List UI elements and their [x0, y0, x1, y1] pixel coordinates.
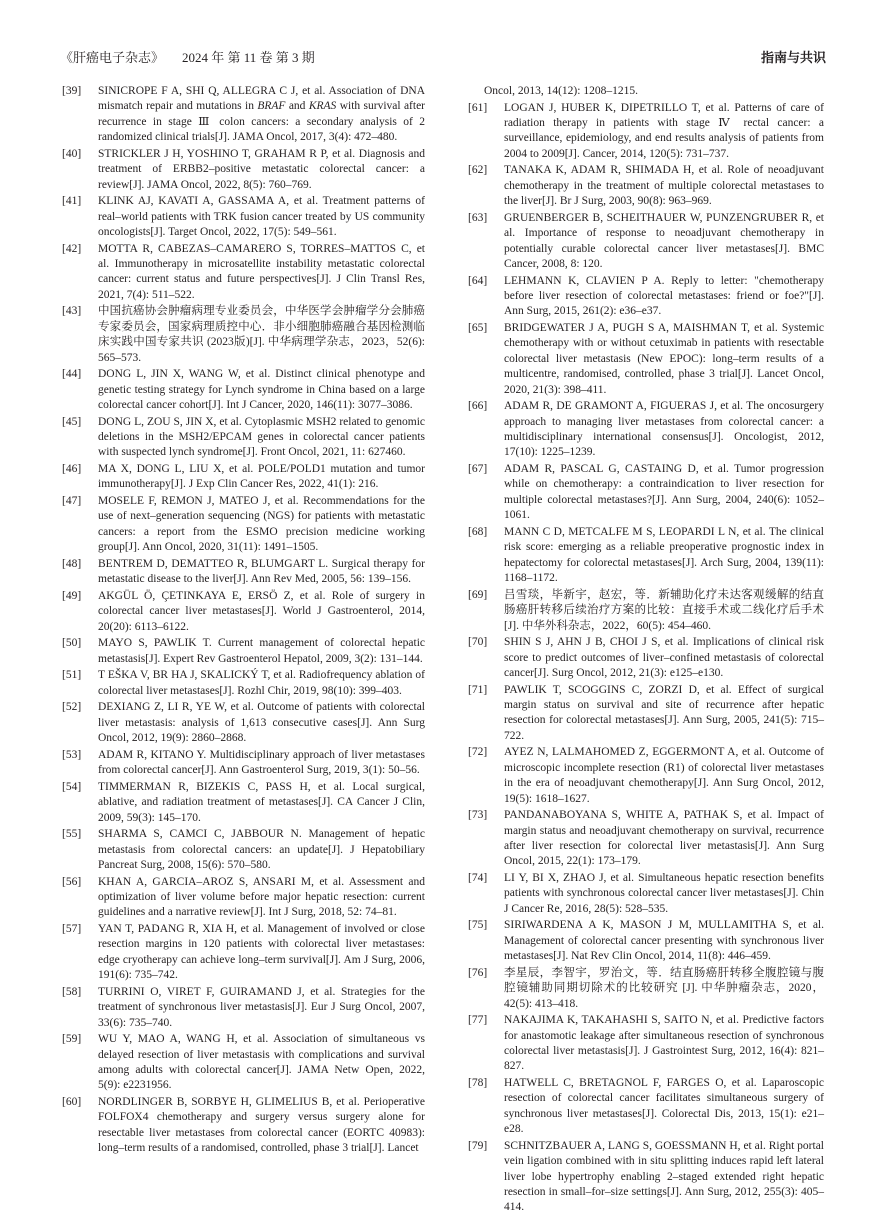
reference-text: PANDANABOYANA S, WHITE A, PATHAK S, et al. Impact of margin status and neoadjuvant chemotherapy on survival, recurrence after liver resection for colorectal liver metastasis[J]. Ann Surg Oncol, 2015, 22(1): 173–179.	[504, 809, 824, 868]
reference-number: [61]	[468, 101, 488, 114]
reference-item	[62, 304, 425, 366]
reference-text: STRICKLER J H, YOSHINO T, GRAHAM R P, et al. Diagnosis and treatment of ERBB2–positive metastatic colorectal cancer: a review[J]. JAMA Oncol, 2022, 8(5): 760–769.	[98, 147, 425, 191]
journal-name: 《肝癌电子杂志》	[60, 50, 165, 65]
reference-number: [64]	[468, 274, 488, 287]
reference-number: [75]	[468, 919, 488, 932]
reference-item	[468, 966, 824, 1012]
reference-number: [43]	[62, 305, 82, 318]
reference-text: KLINK AJ, KAVATI A, GASSAMA A, et al. Treatment patterns of real–world patients with TRK fusion cancer treated by US community oncologists[J]. Target Oncol, 2022, 17(5): 549–561.	[98, 195, 425, 239]
reference-item	[468, 211, 824, 273]
reference-column-left	[62, 84, 425, 1158]
reference-number: [46]	[62, 463, 82, 476]
reference-number: [76]	[468, 966, 488, 979]
gene-name: BRAF	[257, 100, 286, 113]
section-label: 指南与共识	[760, 50, 826, 65]
reference-text: NAKAJIMA K, TAKAHASHI S, SAITO N, et al. Predictive factors for anastomotic leakage after simultaneous resection of synchronous colorectal liver metastasis[J]. J Gastrointest Surg, 2012, 16(4): 821–827.	[504, 1014, 824, 1073]
reference-number: [50]	[62, 637, 82, 650]
reference-number: [56]	[62, 875, 82, 888]
reference-item	[468, 635, 824, 681]
reference-text: SCHNITZBAUER A, LANG S, GOESSMANN H, et al. Right portal vein ligation combined with in situ splitting induces rapid left lateral liver lobe hypertrophy enabling 2–staged extended right hepatic resection in small–for–size settings[J]. Ann Surg, 2012, 255(3): 405–414.	[504, 1139, 824, 1214]
reference-text: AYEZ N, LALMAHOMED Z, EGGERMONT A, et al. Outcome of microscopic incomplete resection (R1) of colorectal liver metastases in the era of neoadjuvant chemotherapy[J]. Ann Surg Oncol, 2012, 19(5): 1618–1627.	[504, 746, 824, 805]
reference-text: 李星辰，李智宇，罗治文，等．结直肠癌肝转移全腹腔镜与腹腔镜辅助同期切除术的比较研究 [J]. 中华肿瘤杂志，2020，42(5): 413–418.	[504, 966, 824, 1010]
reference-number: [41]	[62, 195, 82, 208]
reference-number: [68]	[468, 525, 488, 538]
reference-text: ADAM R, PASCAL G, CASTAING D, et al. Tumor progression while on chemotherapy: a contraindication to liver resection for multiple colorectal metastases?[J]. Ann Surg, 2004, 240(6): 1052–1061.	[504, 463, 824, 522]
reference-item	[468, 274, 824, 320]
reference-item	[62, 668, 425, 699]
reference-item	[468, 871, 824, 917]
reference-item	[62, 827, 425, 873]
reference-item	[468, 1076, 824, 1138]
reference-text: LOGAN J, HUBER K, DIPETRILLO T, et al. Patterns of care of radiation therapy in patients with stage Ⅳ rectal cancer: a surveillance, epidemiology, and end results analysis of patients from 2004 to 2009[J]. Cancer, 2014, 120(5): 731–737.	[504, 101, 824, 160]
reference-number: [66]	[468, 400, 488, 413]
reference-text: ADAM R, KITANO Y. Multidisciplinary approach of liver metastases from colorectal cancer[J]. Ann Gastroenterol Surg, 2019, 3(1): 50–56.	[98, 748, 425, 777]
reference-column-right	[468, 84, 824, 1217]
reference-text: NORDLINGER B, SORBYE H, GLIMELIUS B, et al. Perioperative FOLFOX4 chemotherapy and surgery versus surgery alone for resectable liver metastases from colorectal cancer (EORTC 40983): long–term results of a randomised, controlled, phase 3 trial[J]. Lancet	[98, 1095, 425, 1155]
reference-number: [60]	[62, 1095, 82, 1108]
reference-item	[468, 588, 824, 634]
reference-text: TANAKA K, ADAM R, SHIMADA H, et al. Role of neoadjuvant chemotherapy in the treatment of multiple colorectal metastases to the liver[J]. Br J Surg, 2003, 90(8): 963–969.	[504, 164, 824, 208]
reference-text: DONG L, JIN X, WANG W, et al. Distinct clinical phenotype and genetic testing strategy for Lynch syndrome in China based on a large colorectal cancer cohort[J]. Int J Cancer, 2020, 146(11): 3077–3086.	[98, 368, 425, 412]
gene-name: KRAS	[308, 100, 337, 113]
reference-text: TURRINI O, VIRET F, GUIRAMAND J, et al. Strategies for the treatment of synchronous liver metastasis[J]. Eur J Surg Oncol, 2007, 33(6): 735–740.	[98, 985, 425, 1029]
reference-text: AKGÜL Ö, ÇETINKAYA E, ERSÖ Z, et al. Role of surgery in colorectal cancer liver metastases[J]. World J Gastroenterol, 2014, 20(20): 6113–6122.	[98, 589, 425, 633]
reference-text: WU Y, MAO A, WANG H, et al. Association of simultaneous vs delayed resection of liver metastasis with complications and survival among adults with colorectal cancer[J]. JAMA Netw Open, 2022, 5(9): e2231956.	[98, 1033, 425, 1092]
reference-number: [57]	[62, 922, 82, 935]
reference-text: MANN C D, METCALFE M S, LEOPARDI L N, et al. The clinical risk score: emerging as a reliable preoperative prognostic index in hepatectomy for colorectal metastases[J]. Arch Surg, 2004, 139(11): 1168–1172.	[504, 525, 824, 585]
reference-item	[468, 683, 824, 745]
reference-item	[468, 525, 824, 587]
reference-item	[62, 748, 425, 779]
running-header	[60, 50, 315, 66]
reference-item	[62, 922, 425, 984]
reference-text: SHIN S J, AHN J B, CHOI J S, et al. Implications of clinical risk score to predict outcomes of liver–confined metastasis of colorectal cancer[J]. Surg Oncol, 2012, 21(3): e125–e130.	[504, 636, 824, 679]
reference-text-segment: and	[285, 100, 309, 113]
reference-number: [77]	[468, 1014, 488, 1027]
reference-text: TIMMERMAN R, BIZEKIS C, PASS H, et al. Local surgical, ablative, and radiation treatment of metastases[J]. CA Cancer J Clin, 2009, 59(3): 145–170.	[98, 780, 425, 824]
reference-text: 吕雪琰，毕新宇，赵宏，等．新辅助化疗未达客观缓解的结直肠癌肝转移后续治疗方案的比较：直接手术或二线化疗后手术 [J]. 中华外科杂志，2022，60(5): 454–460.	[504, 588, 824, 632]
reference-text: BRIDGEWATER J A, PUGH S A, MAISHMAN T, et al. Systemic chemotherapy with or without cetuximab in patients with resectable colorectal liver metastasis (New EPOC): long–term results of a multicentre, randomised, controlled, phase 3 trial[J]. Lancet Oncol, 2020, 21(3): 398–411.	[504, 322, 824, 396]
reference-item	[62, 367, 425, 413]
reference-number: [45]	[62, 415, 82, 428]
reference-text-segment: SINICROPE F A, SHI Q, ALLEGRA C J, et al. Association of DNA mismatch repair and mutations in	[98, 85, 425, 113]
reference-number: [69]	[468, 588, 488, 601]
reference-item	[62, 415, 425, 461]
reference-item	[468, 321, 824, 398]
reference-text: PAWLIK T, SCOGGINS C, ZORZI D, et al. Effect of surgical margin status on survival and site of recurrence after hepatic resection for colorectal metastases[J]. Ann Surg, 2005, 241(5): 715–722.	[504, 683, 824, 742]
reference-text: BENTREM D, DEMATTEO R, BLUMGART L. Surgical therapy for metastatic disease to the liver[J]. Ann Rev Med, 2005, 56: 139–156.	[98, 557, 425, 586]
reference-item	[468, 808, 824, 870]
reference-number: [62]	[468, 164, 488, 177]
reference-item	[62, 700, 425, 746]
reference-text: HATWELL C, BRETAGNOL F, FARGES O, et al. Laparoscopic resection of colorectal cancer facilitates simultaneous surgery of synchronous liver metastases[J]. Colorectal Dis, 2013, 15(1): e21–e28.	[504, 1076, 824, 1136]
reference-item	[468, 399, 824, 461]
reference-text: KHAN A, GARCIA–AROZ S, ANSARI M, et al. Assessment and optimization of liver volume before major hepatic resection: current guidelines and a narrative review[J]. Int J Surg, 2018, 52: 74–81.	[98, 875, 425, 919]
reference-item	[468, 1139, 824, 1216]
reference-number: [65]	[468, 322, 488, 335]
reference-number: [39]	[62, 85, 82, 97]
reference-text: SIRIWARDENA A K, MASON J M, MULLAMITHA S, et al. Management of colorectal cancer presenting with synchronous liver metastases[J]. Nat Rev Clin Oncol, 2014, 11(8): 446–459.	[504, 919, 824, 963]
reference-text: MAYO S, PAWLIK T. Current management of colorectal hepatic metastasis[J]. Expert Rev Gastroenterol Hepatol, 2009, 3(2): 131–144.	[98, 637, 425, 665]
reference-number: [78]	[468, 1076, 488, 1089]
reference-text: MOTTA R, CABEZAS–CAMARERO S, TORRES–MATTOS C, et al. Immunotherapy in microsatellite instability metastatic colorectal cancer: current status and future perspectives[J]. J Clin Transl Res, 2021, 7(4): 511–522.	[98, 242, 425, 301]
reference-number: [58]	[62, 985, 82, 998]
reference-item	[62, 462, 425, 493]
reference-item	[62, 194, 425, 240]
reference-number: [54]	[62, 780, 82, 793]
reference-number: [71]	[468, 683, 488, 696]
reference-item	[62, 242, 425, 304]
reference-continuation: Oncol, 2013, 14(12): 1208–1215.	[484, 85, 638, 97]
reference-number: [73]	[468, 809, 488, 822]
reference-item	[62, 780, 425, 826]
reference-item	[62, 494, 425, 556]
reference-number: [70]	[468, 636, 488, 649]
reference-text	[98, 84, 425, 146]
reference-item	[62, 985, 425, 1031]
reference-text: DONG L, ZOU S, JIN X, et al. Cytoplasmic MSH2 related to genomic deletions in the MSH2/EPCAM genes in colorectal cancer patients with suspected lynch syndrome[J]. Front Oncol, 2021, 11: 627460.	[98, 415, 425, 459]
reference-number: [40]	[62, 147, 82, 160]
reference-number: [51]	[62, 669, 82, 682]
reference-text-segment: with survival after recurrence in stage Ⅲ colon cancers: a secondary analysis of 2 randomized clinical trials[J]. JAMA Oncol, 2017, 3(4): 472–480.	[98, 100, 426, 144]
reference-text: MOSELE F, REMON J, MATEO J, et al. Recommendations for the use of next–generation sequencing (NGS) for patients with metastatic cancers: a report from the ESMO precision medicine working group[J]. Ann Oncol, 2020, 31(11): 1491–1505.	[98, 495, 425, 554]
reference-item	[468, 101, 824, 163]
reference-item	[62, 557, 425, 588]
reference-number: [74]	[468, 871, 488, 884]
reference-number: [53]	[62, 748, 82, 761]
reference-item	[468, 163, 824, 209]
reference-item	[62, 84, 425, 146]
reference-item	[62, 589, 425, 635]
reference-text: LI Y, BI X, ZHAO J, et al. Simultaneous hepatic resection benefits patients with synchronous colorectal cancer liver metastases[J]. Chin J Cancer Re, 2016, 28(5): 528–535.	[504, 871, 824, 915]
reference-number: [67]	[468, 463, 488, 476]
reference-text: SHARMA S, CAMCI C, JABBOUR N. Management of hepatic metastasis from colorectal cancers: an update[J]. J Hepatobiliary Pancreat Surg, 2008, 15(6): 570–580.	[98, 828, 425, 871]
reference-item	[62, 636, 425, 667]
reference-number: [59]	[62, 1033, 82, 1046]
issue-info: 2024 年 第 11 卷 第 3 期	[182, 50, 315, 65]
reference-text: YAN T, PADANG R, XIA H, et al. Management of involved or close resection margins in 120 patients with colorectal liver metastases: edge cryotherapy can achieve long–term survival[J]. Am J Surg, 2006, 191(6): 735–742.	[98, 922, 425, 982]
reference-number: [44]	[62, 368, 82, 381]
reference-text: 中国抗癌协会肿瘤病理专业委员会，中华医学会肿瘤学分会肺癌专家委员会，国家病理质控中心．非小细胞肺癌融合基因检测临床实践中国专家共识 (2023版)[J]. 中华病理学杂志，2023，52(6): 565–573.	[98, 305, 425, 364]
reference-text: DEXIANG Z, LI R, YE W, et al. Outcome of patients with colorectal liver metastasis: analysis of 1,613 consecutive cases[J]. Ann Surg Oncol, 2012, 19(9): 2860–2868.	[98, 701, 425, 745]
reference-text: T EŠKA V, BR HA J, SKALICKÝ T, et al. Radiofrequency ablation of colorectal liver metastases[J]. Rozhl Chir, 2019, 98(10): 399–403.	[98, 669, 425, 697]
reference-number: [49]	[62, 589, 82, 602]
reference-item	[62, 147, 425, 193]
reference-item	[468, 918, 824, 964]
reference-text: GRUENBERGER B, SCHEITHAUER W, PUNZENGRUBER R, et al. Importance of response to neoadjuvant chemotherapy in potentially curable colorectal cancer liver metastases[J]. BMC Cancer, 2008, 8: 120.	[504, 211, 824, 271]
reference-number: [48]	[62, 557, 82, 570]
reference-item	[468, 745, 824, 807]
reference-number: [55]	[62, 828, 82, 841]
reference-number: [63]	[468, 211, 488, 224]
reference-number: [52]	[62, 701, 82, 714]
reference-number: [47]	[62, 495, 82, 508]
reference-item	[468, 1013, 824, 1075]
reference-item	[62, 1032, 425, 1094]
reference-number: [79]	[468, 1139, 488, 1152]
reference-item	[62, 1095, 425, 1157]
reference-text: LEHMANN K, CLAVIEN P A. Reply to letter: "chemotherapy before liver resection of colorectal metastases: friend or foe?"[J]. Ann Surg, 2015, 261(2): e36–e37.	[504, 274, 824, 318]
reference-text: MA X, DONG L, LIU X, et al. POLE/POLD1 mutation and tumor immunotherapy[J]. J Exp Clin Cancer Res, 2022, 41(1): 216.	[98, 463, 425, 491]
reference-item	[62, 875, 425, 921]
reference-number: [72]	[468, 746, 488, 759]
reference-text: ADAM R, DE GRAMONT A, FIGUERAS J, et al. The oncosurgery approach to managing liver metastases from colorectal cancer: a multidisciplinary international consensus[J]. Oncologist, 2012, 17(10): 1225–1239.	[504, 400, 824, 459]
reference-number: [42]	[62, 242, 82, 255]
reference-item	[468, 462, 824, 524]
